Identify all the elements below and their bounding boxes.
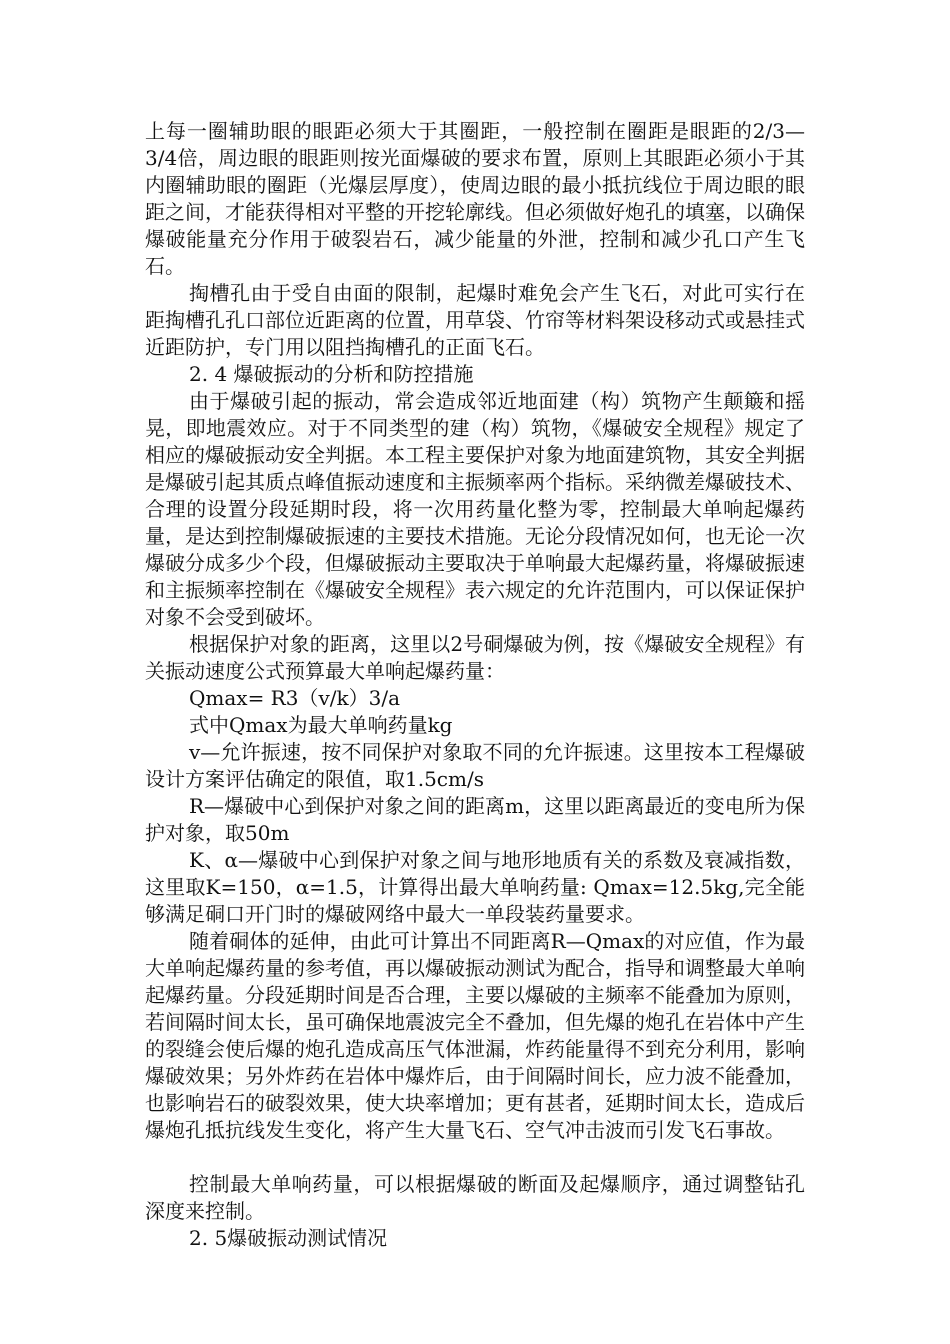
blank-line <box>145 1144 805 1171</box>
paragraph-4: 根据保护对象的距离，这里以2号硐爆破为例，按《爆破安全规程》有关振动速度公式预算最大单响起爆药量： <box>145 632 805 683</box>
document-page <box>145 118 805 1252</box>
paragraph-1: 上每一圈辅助眼的眼距必须大于其圈距，一般控制在圈距是眼距的2/3—3/4倍，周边眼的眼距则按光面爆破的要求布置，原则上其眼距必须小于其内圈辅助眼的圈距（光爆层厚度），使周边眼的最小抵抗线位于周边眼的眼距之间，才能获得相对平整的开挖轮廓线。但必须做好炮孔的填塞，以确保爆破能量充分作用于破裂岩石，减少能量的外泄，控制和减少孔口产生飞石。 <box>145 119 805 278</box>
formula-note: 式中Qmax为最大单响药量kg <box>189 713 453 737</box>
section-heading-2-5: 2. 5爆破振动测试情况 <box>189 1226 388 1250</box>
paragraph-2: 掏槽孔由于受自由面的限制，起爆时难免会产生飞石，对此可实行在距掏槽孔孔口部位近距离的位置，用草袋、竹帘等材料架设移动式或悬挂式近距防护，专门用以阻挡掏槽孔的正面飞石。 <box>145 281 805 359</box>
definition-r: R—爆破中心到保护对象之间的距离m，这里以距离最近的变电所为保护对象，取50m <box>145 794 805 845</box>
paragraph-6: 控制最大单响药量，可以根据爆破的断面及起爆顺序，通过调整钻孔深度来控制。 <box>145 1172 805 1223</box>
section-heading-2-4: 2. 4 爆破振动的分析和防控措施 <box>189 362 474 386</box>
definition-v: v—允许振速，按不同保护对象取不同的允许振速。这里按本工程爆破设计方案评估确定的限值，取1.5cm/s <box>145 740 805 791</box>
formula: Qmax= R3（v/k）3/a <box>189 686 401 710</box>
paragraph-3: 由于爆破引起的振动，常会造成邻近地面建（构）筑物产生颠簸和摇晃，即地震效应。对于不同类型的建（构）筑物，《爆破安全规程》规定了相应的爆破振动安全判据。本工程主要保护对象为地面建筑物，其安全判据是爆破引起其质点峰值振动速度和主振频率两个指标。采纳微差爆破技术、合理的设置分段延期时段，将一次用药量化整为零，控制最大单响起爆药量，是达到控制爆破振速的主要技术措施。无论分段情况如何，也无论一次爆破分成多少个段，但爆破振动主要取决于单响最大起爆药量，将爆破振速和主振频率控制在《爆破安全规程》表六规定的允许范围内，可以保证保护对象不会受到破坏。 <box>145 389 805 629</box>
paragraph-5: 随着硐体的延伸，由此可计算出不同距离R—Qmax的对应值，作为最大单响起爆药量的参考值，再以爆破振动测试为配合，指导和调整最大单响起爆药量。分段延期时间是否合理，主要以爆破的主频率不能叠加为原则，若间隔时间太长，虽可确保地震波完全不叠加，但先爆的炮孔在岩体中产生的裂缝会使后爆的炮孔造成高压气体泄漏，炸药能量得不到充分利用，影响爆破效果；另外炸药在岩体中爆炸后，由于间隔时间长，应力波不能叠加，也影响岩石的破裂效果，使大块率增加；更有甚者，延期时间太长，造成后爆炮孔抵抗线发生变化，将产生大量飞石、空气冲击波而引发飞石事故。 <box>145 929 805 1142</box>
definition-k: K、α—爆破中心到保护对象之间与地形地质有关的系数及衰减指数，这里取K=150，α=1.5，计算得出最大单响药量: Qmax=12.5kg,完全能够满足硐口开门时的爆破网络中最大一单段装药量要求。 <box>145 848 805 926</box>
